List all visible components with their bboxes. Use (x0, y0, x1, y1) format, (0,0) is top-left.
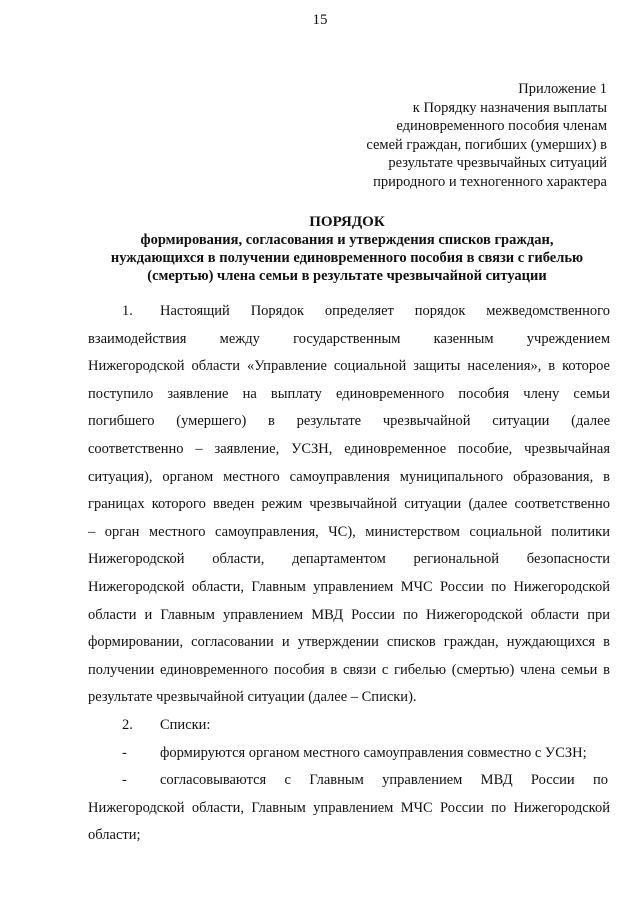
title-subtitle-line: формирования, согласования и утверждения списков граждан, (140, 232, 554, 248)
list-item-text: формируются органом местного самоуправления совместно с УСЗН; (160, 744, 587, 761)
list-item (88, 767, 610, 795)
list-item-continuation-last-line: области; (88, 827, 141, 844)
appendix-line: семей граждан, погибших (умерших) в (366, 136, 607, 153)
paragraph-1-lead: Настоящий Порядок определяет порядок межведомственного (160, 303, 610, 319)
page-number: 15 (312, 12, 328, 28)
paragraph-1-line: Нижегородской области «Управление социальной защиты населения», в которое (88, 358, 610, 375)
paragraph-1-line: получении единовременного пособия в связи с гибелью (смертью) члена семьи в (88, 661, 610, 678)
paragraph-1-line: границах которого введен режим чрезвычайной ситуации (далее соответственно (88, 496, 610, 513)
paragraph-1-line: ситуация), органом местного самоуправления муниципального образования, в (88, 468, 610, 485)
paragraph-1-line: – орган местного самоуправления, ЧС), министерством социальной политики (88, 523, 610, 540)
appendix-line: Приложение 1 (518, 81, 607, 97)
list-item-continuation-line: Нижегородской области, Главным управлением МЧС России по Нижегородской (88, 799, 610, 816)
paragraph-2-first-line (88, 712, 610, 740)
appendix-line: природного и техногенного характера (373, 173, 607, 190)
paragraph-1-line: взаимодействия между государственным казенным учреждением (88, 330, 610, 347)
paragraph-1-first-line (88, 298, 610, 326)
appendix-line: к Порядку назначения выплаты (412, 99, 607, 116)
document-title (92, 213, 602, 285)
list-item-marker: - (122, 744, 127, 761)
paragraph-number: 1. (122, 303, 133, 319)
title-subtitle-line: (смертью) члена семьи в результате чрезвычайной ситуации (147, 268, 547, 284)
appendix-line: результате чрезвычайных ситуаций (388, 155, 607, 172)
list-item-marker: - (122, 772, 127, 789)
paragraph-number: 2. (122, 716, 133, 733)
paragraph-2-lead: Списки: (160, 716, 211, 733)
paragraph-1-line: области и Главным управлением МВД России по Нижегородской области при (88, 606, 610, 623)
paragraph-1-line: формировании, согласовании и утверждении списков граждан, нуждающихся в (88, 634, 610, 651)
document-body (88, 298, 610, 850)
paragraph-1-line: Нижегородской области, департаментом региональной безопасности (88, 551, 610, 568)
title-subtitle-line: нуждающихся в получении единовременного пособия в связи с гибелью (110, 250, 584, 266)
appendix-header (277, 80, 607, 192)
appendix-line: единовременного пособия членам (396, 118, 607, 135)
list-item-text: согласовываются с Главным управлением МВД России по (160, 772, 608, 789)
list-item (88, 740, 610, 768)
paragraph-1-line: Нижегородской области, Главным управлением МЧС России по Нижегородской (88, 578, 610, 595)
paragraph-1-line: поступило заявление на выплату единовременного пособия члену семьи (88, 385, 610, 402)
title-heading: ПОРЯДОК (309, 214, 385, 230)
paragraph-1-line: погибшего (умершего) в результате чрезвычайной ситуации (далее (88, 413, 610, 430)
paragraph-1-line: соответственно – заявление, УСЗН, единовременное пособие, чрезвычайная (88, 440, 610, 457)
paragraph-1-last-line: результате чрезвычайной ситуации (далее – Списки). (88, 689, 417, 706)
